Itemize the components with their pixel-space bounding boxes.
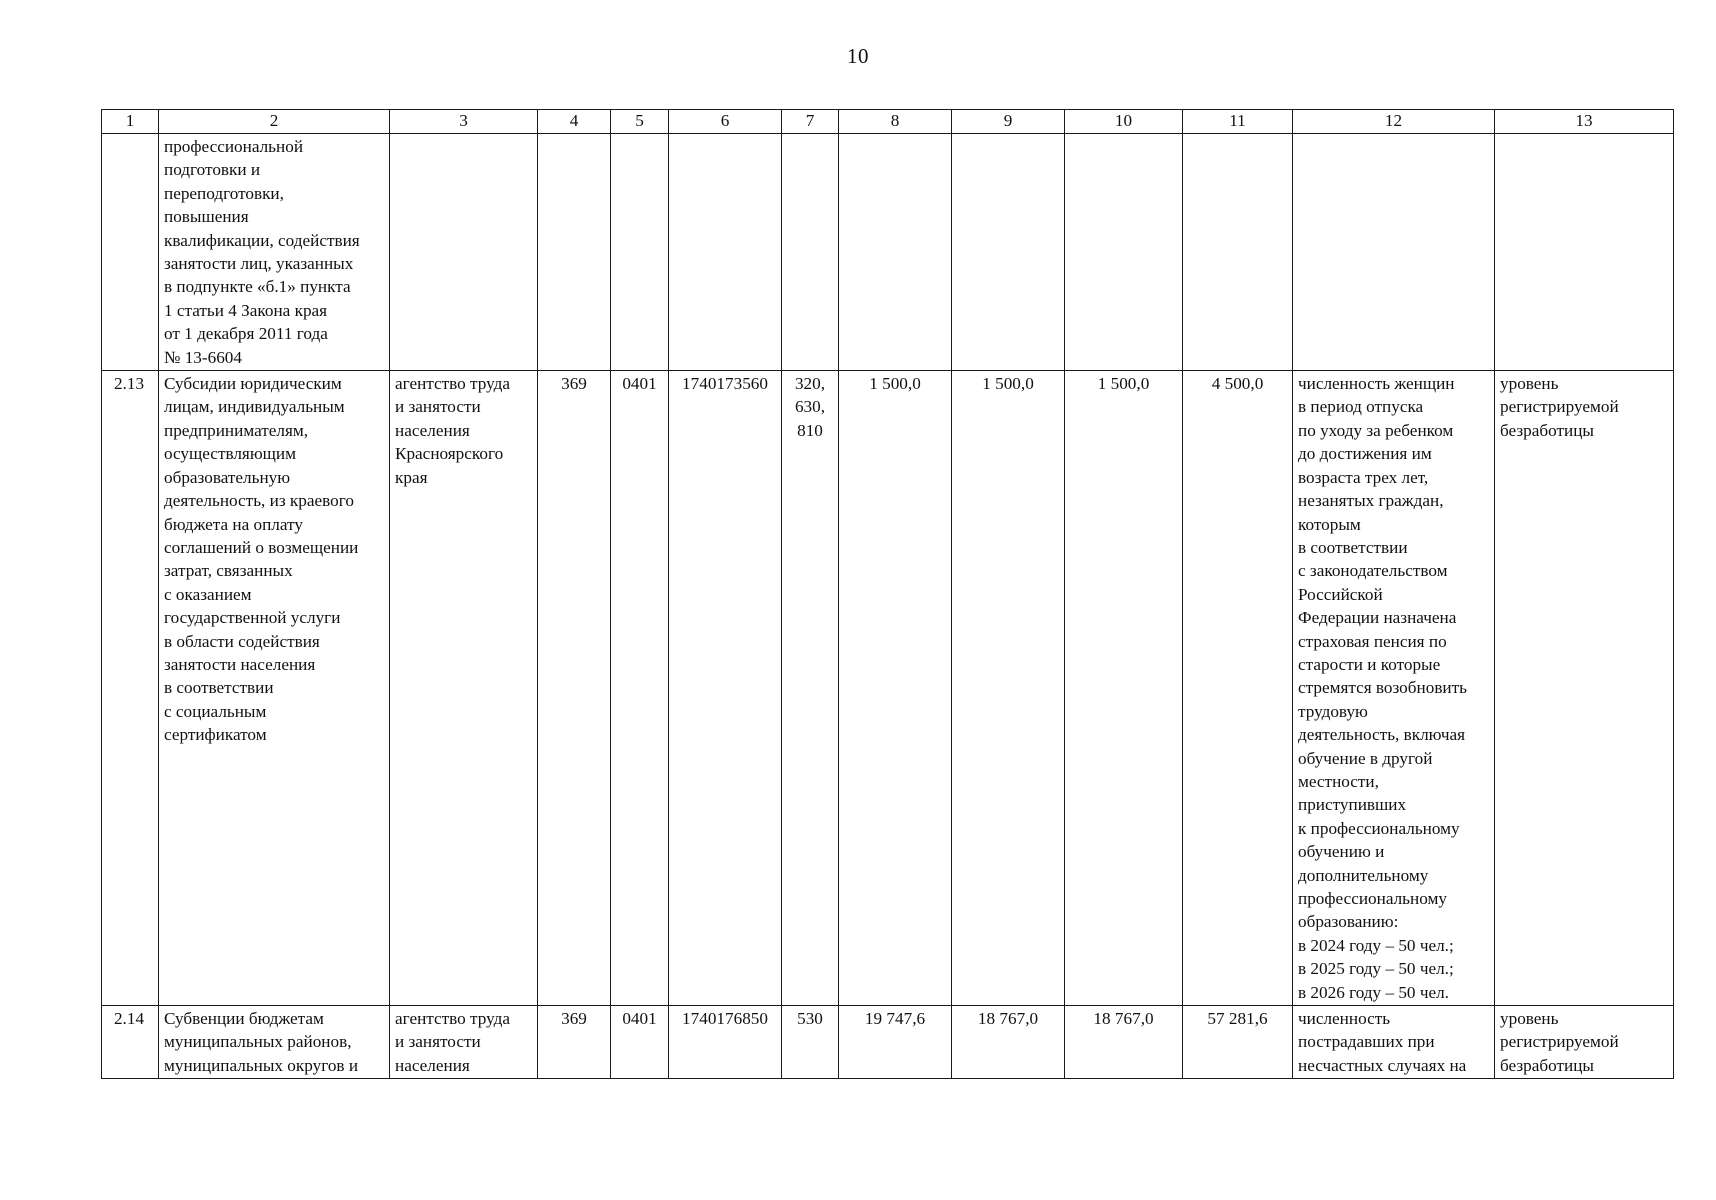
header-cell-9: 9	[952, 110, 1065, 134]
header-cell-12: 12	[1293, 110, 1495, 134]
row-2-13-code-4: 369	[538, 371, 611, 1006]
row-cont-cell-12	[1293, 134, 1495, 371]
row-cont-cell-6	[669, 134, 782, 371]
table-row-2-13	[102, 371, 1674, 1006]
header-cell-2: 2	[159, 110, 390, 134]
budget-table	[101, 109, 1674, 1079]
row-2-14-amount-9: 18 767,0	[952, 1006, 1065, 1079]
row-2-13-amount-10: 1 500,0	[1065, 371, 1183, 1006]
row-cont-cell-5	[611, 134, 669, 371]
row-2-13-amount-11: 4 500,0	[1183, 371, 1293, 1006]
row-2-14-amount-11: 57 281,6	[1183, 1006, 1293, 1079]
header-cell-6: 6	[669, 110, 782, 134]
row-cont-cell-8	[839, 134, 952, 371]
header-cell-3: 3	[390, 110, 538, 134]
row-2-13-measure: уровень регистрируемой безработицы	[1495, 371, 1674, 1006]
table-row-2-14	[102, 1006, 1674, 1079]
table-header-row	[102, 110, 1674, 134]
row-2-13-code-5: 0401	[611, 371, 669, 1006]
row-2-14-measure: уровень регистрируемой безработицы	[1495, 1006, 1674, 1079]
row-2-13-number: 2.13	[102, 371, 159, 1006]
row-2-14-code-5: 0401	[611, 1006, 669, 1079]
row-2-13-amount-9: 1 500,0	[952, 371, 1065, 1006]
row-2-14-number: 2.14	[102, 1006, 159, 1079]
row-2-14-code-4: 369	[538, 1006, 611, 1079]
row-2-14-description: Субвенции бюджетам муниципальных районов, муниципальных округов и	[159, 1006, 390, 1079]
row-cont-cell-1	[102, 134, 159, 371]
row-2-13-description: Субсидии юридическим лицам, индивидуальным предпринимателям, осуществляющим образовательную деятельность, из краевого бюджета на оплату соглашений о возмещении затрат, связанных с оказанием государственной услуги в области содействия занятости населения в соответствии с социальным сертификатом	[159, 371, 390, 1006]
header-cell-10: 10	[1065, 110, 1183, 134]
row-cont-cell-9	[952, 134, 1065, 371]
row-2-13-indicator: численность женщин в период отпуска по уходу за ребенком до достижения им возраста трех лет, незанятых граждан, которым в соответствии с законодательством Российской Федерации назначена страховая пенсия по старости и которые стремятся возобновить трудовую деятельность, включая обучение в другой местности, приступивших к профессиональному обучению и дополнительному профессиональному образованию: в 2024 году – 50 чел.; в 2025 году – 50 чел.; в 2026 году – 50 чел.	[1293, 371, 1495, 1006]
row-2-14-amount-10: 18 767,0	[1065, 1006, 1183, 1079]
row-2-14-code-6: 1740176850	[669, 1006, 782, 1079]
header-cell-11: 11	[1183, 110, 1293, 134]
row-cont-cell-11	[1183, 134, 1293, 371]
row-cont-cell-10	[1065, 134, 1183, 371]
row-cont-cell-4	[538, 134, 611, 371]
header-cell-5: 5	[611, 110, 669, 134]
header-cell-4: 4	[538, 110, 611, 134]
row-cont-cell-13	[1495, 134, 1674, 371]
row-cont-cell-7	[782, 134, 839, 371]
row-cont-cell-3	[390, 134, 538, 371]
header-cell-8: 8	[839, 110, 952, 134]
row-2-13-amount-8: 1 500,0	[839, 371, 952, 1006]
header-cell-1: 1	[102, 110, 159, 134]
row-2-13-code-7: 320, 630, 810	[782, 371, 839, 1006]
row-2-14-indicator: численность пострадавших при несчастных случаях на	[1293, 1006, 1495, 1079]
row-2-13-code-6: 1740173560	[669, 371, 782, 1006]
row-2-14-code-7: 530	[782, 1006, 839, 1079]
row-2-14-amount-8: 19 747,6	[839, 1006, 952, 1079]
row-2-13-agency: агентство труда и занятости населения Красноярского края	[390, 371, 538, 1006]
page-number: 10	[847, 44, 869, 68]
header-cell-13: 13	[1495, 110, 1674, 134]
row-cont-description: профессиональной подготовки и переподготовки, повышения квалификации, содействия занятости лиц, указанных в подпункте «б.1» пункта 1 статьи 4 Закона края от 1 декабря 2011 года № 13-6604	[159, 134, 390, 371]
header-cell-7: 7	[782, 110, 839, 134]
row-2-14-agency: агентство труда и занятости населения	[390, 1006, 538, 1079]
table-row-continuation	[102, 134, 1674, 371]
